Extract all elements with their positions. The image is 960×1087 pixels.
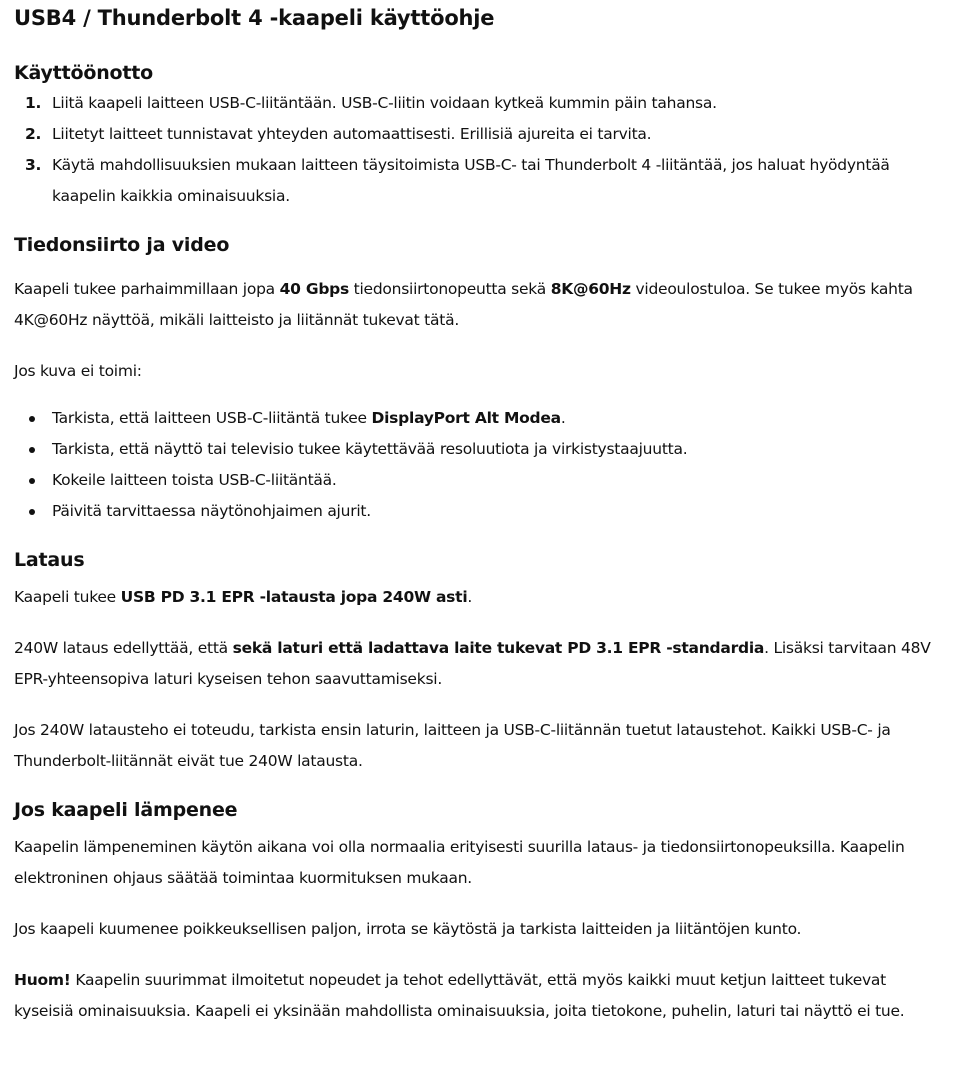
text-segment: . Lisäksi tarvitaan 48V EPR-yhteensopiva laturi kyseisen tehon saavuttamiseksi. (14, 639, 931, 688)
list-item (14, 496, 946, 527)
text-bold: sekä laturi että ladattava laite tukevat PD 3.1 EPR -standardia (232, 639, 765, 657)
list-item (14, 119, 946, 150)
resolution-highlight: 8K@60Hz (550, 280, 631, 298)
list-item (14, 465, 946, 496)
text-segment: . (560, 409, 566, 427)
paragraph-no-picture: Jos kuva ei toimi: (14, 362, 142, 380)
list-item (14, 403, 946, 434)
paragraph-charging-troubleshoot: Jos 240W latausteho ei toteudu, tarkista ensin laturin, laitteen ja USB-C-liitännän tuetut lataustehot. Kaikki USB-C- ja Thunderbolt-liitännät eivät tue 240W latausta. (14, 721, 891, 770)
heading-kayttoonotto: Käyttöönotto (14, 62, 154, 84)
text-segment: Kaapeli tukee (14, 588, 121, 606)
speed-highlight: 40 Gbps (279, 280, 349, 298)
text-segment: Päivitä tarvittaessa näytönohjaimen ajurit. (52, 502, 371, 520)
text-segment: Kokeile laitteen toista USB-C-liitäntää. (52, 471, 337, 489)
paragraph-charging-requirements (14, 633, 946, 695)
heading-tiedonsiirto: Tiedonsiirto ja video (14, 234, 230, 256)
note-label: Huom! (14, 971, 71, 989)
paragraph-data-video (14, 274, 946, 336)
bullet-icon (29, 478, 35, 484)
text-segment: videoulostuloa. Se tukee myös kahta 4K@60Hz näyttöä, mikäli laitteisto ja liitännät tukevat tätä. (14, 280, 913, 329)
paragraph-charging-support (14, 582, 946, 613)
step-text: Liitetyt laitteet tunnistavat yhteyden automaattisesti. Erillisiä ajureita ei tarvita. (52, 125, 652, 143)
list-item (14, 150, 946, 212)
troubleshoot-list (14, 403, 946, 527)
text-segment: tiedonsiirtonopeutta sekä (348, 280, 551, 298)
bullet-icon (29, 509, 35, 515)
text-bold: USB PD 3.1 EPR -latausta jopa 240W asti (120, 588, 468, 606)
list-item (14, 88, 946, 119)
step-number: 1. (25, 94, 42, 112)
text-segment: Kaapelin suurimmat ilmoitetut nopeudet ja tehot edellyttävät, että myös kaikki muut ketjun laitteet tukevat kyseisiä ominaisuuksia. Kaapeli ei yksinään mahdollista ominaisuuksia, joita tietokone, puhelin, laturi tai näyttö ei tue. (14, 971, 905, 1020)
heading-lataus: Lataus (14, 549, 85, 571)
list-item (14, 434, 946, 465)
bullet-icon (29, 447, 35, 453)
heading-lampenee: Jos kaapeli lämpenee (14, 799, 238, 821)
text-segment: Tarkista, että näyttö tai televisio tukee käytettävää resoluutiota ja virkistystaajuutta. (52, 440, 688, 458)
paragraph-overheating: Jos kaapeli kuumenee poikkeuksellisen paljon, irrota se käytöstä ja tarkista laitteiden ja liitäntöjen kunto. (14, 920, 802, 938)
step-text: Liitä kaapeli laitteen USB-C-liitäntään. USB-C-liitin voidaan kytkeä kummin päin tahansa. (52, 94, 717, 112)
paragraph-note (14, 965, 946, 1027)
setup-steps-list (14, 88, 946, 212)
step-text: Käytä mahdollisuuksien mukaan laitteen täysitoimista USB-C- tai Thunderbolt 4 -liitäntää, jos haluat hyödyntää kaapelin kaikkia ominaisuuksia. (52, 156, 890, 205)
text-segment: Kaapeli tukee parhaimmillaan jopa (14, 280, 280, 298)
bullet-icon (29, 416, 35, 422)
text-bold: DisplayPort Alt Modea (371, 409, 561, 427)
text-segment: 240W lataus edellyttää, että (14, 639, 233, 657)
step-number: 3. (25, 156, 42, 174)
text-segment: . (467, 588, 473, 606)
step-number: 2. (25, 125, 42, 143)
text-segment: Tarkista, että laitteen USB-C-liitäntä tukee (52, 409, 372, 427)
paragraph-heating-normal: Kaapelin lämpeneminen käytön aikana voi olla normaalia erityisesti suurilla lataus- ja tiedonsiirtonopeuksilla. Kaapelin elektroninen ohjaus säätää toimintaa kuormituksen mukaan. (14, 838, 905, 887)
page-title: USB4 / Thunderbolt 4 -kaapeli käyttöohje (14, 6, 495, 30)
